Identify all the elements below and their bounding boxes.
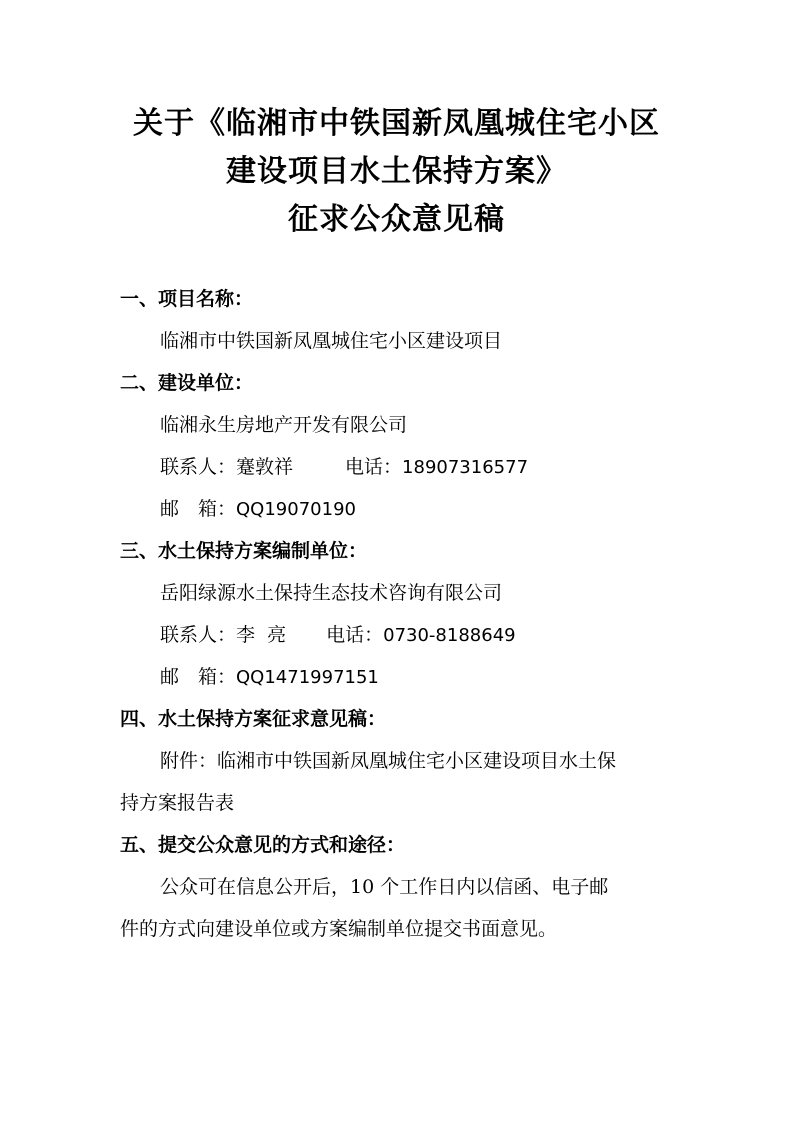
contact-label: 联系人：: [160, 456, 237, 478]
section-2-heading: 二、建设单位：: [120, 372, 254, 394]
document-title-line-3: 征求公众意见稿: [288, 202, 505, 237]
document-title-line-2: 建设项目水土保持方案》: [226, 154, 567, 189]
project-name: 临湘市中铁国新凤凰城住宅小区建设项目: [160, 330, 503, 352]
section-3-heading: 三、水土保持方案编制单位：: [120, 540, 368, 562]
document-title-line-1: 关于《临湘市中铁国新凤凰城住宅小区: [133, 106, 660, 141]
section-5-heading: 五、提交公众意见的方式和途径：: [120, 834, 406, 856]
construction-unit-mail-row: [160, 494, 356, 525]
mail-address: QQ1471997151: [236, 667, 379, 688]
compiling-unit-name: 岳阳绿源水土保持生态技术咨询有限公司: [160, 582, 503, 604]
section-1-heading: 一、项目名称：: [120, 288, 254, 310]
construction-unit-name: 临湘永生房地产开发有限公司: [160, 414, 408, 436]
attachment-line-1: 附件：临湘市中铁国新凤凰城住宅小区建设项目水土保: [160, 750, 617, 772]
section-4-heading: 四、水土保持方案征求意见稿：: [120, 708, 387, 730]
contact-label: 联系人：: [160, 624, 237, 646]
mail-label-part-2: 箱：: [198, 666, 237, 688]
contact-name: 蹇敦祥: [236, 456, 294, 478]
mail-label-part-1: 邮: [160, 666, 180, 688]
phone-label: 电话：: [326, 624, 384, 646]
phone-number: 18907316577: [402, 457, 529, 478]
submission-line-1: 公众可在信息公开后，10 个工作日内以信函、电子邮: [160, 876, 609, 898]
mail-label-part-2: 箱：: [198, 498, 237, 520]
mail-label-part-1: 邮: [160, 498, 180, 520]
compiling-unit-contact-row: [160, 620, 516, 651]
compiling-unit-mail-row: [160, 662, 379, 693]
phone-number: 0730-8188649: [383, 625, 516, 646]
contact-name: 李 亮: [236, 624, 287, 646]
phone-label: 电话：: [345, 456, 403, 478]
construction-unit-contact-row: [160, 452, 528, 483]
mail-address: QQ19070190: [236, 499, 356, 520]
attachment-line-2: 持方案报告表: [120, 792, 235, 814]
submission-line-2: 件的方式向建设单位或方案编制单位提交书面意见。: [120, 918, 558, 940]
